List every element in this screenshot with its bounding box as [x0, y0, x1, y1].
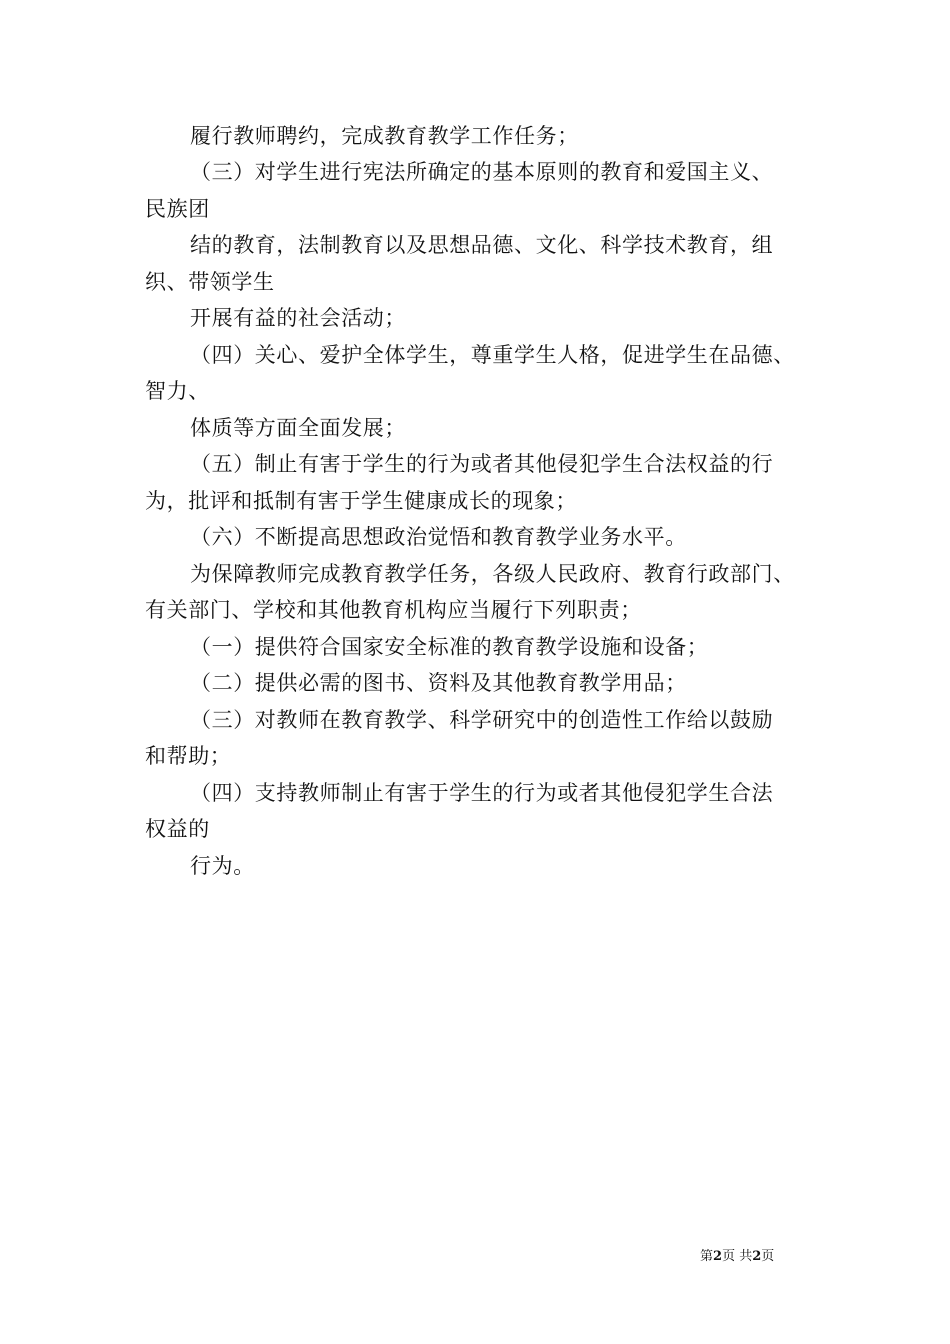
- text-line-3: 民族团: [145, 197, 210, 221]
- text-line-5: 织、带领学生: [145, 270, 275, 294]
- text-line-13: 为保障教师完成教育教学任务，各级人民政府、教育行政部门、: [190, 562, 795, 586]
- text-line-17: （三）对教师在教育教学、科学研究中的创造性工作给以鼓励: [190, 708, 774, 732]
- text-line-7: （四）关心、爱护全体学生，尊重学生人格，促进学生在品德、: [190, 343, 795, 367]
- text-line-12: （六）不断提高思想政治觉悟和教育教学业务水平。: [190, 525, 687, 549]
- text-line-18: 和帮助；: [145, 744, 232, 768]
- text-line-20: 权益的: [145, 817, 210, 841]
- text-line-14: 有关部门、学校和其他教育机构应当履行下列职责；: [145, 598, 642, 622]
- page-number-footer: [700, 1248, 820, 1266]
- current-page-number: 2: [713, 1249, 723, 1264]
- text-line-6: 开展有益的社会活动；: [190, 306, 406, 330]
- text-line-16: （二）提供必需的图书、资料及其他教育教学用品；: [190, 671, 687, 695]
- total-page-number: 2: [752, 1249, 762, 1264]
- text-line-19: （四）支持教师制止有害于学生的行为或者其他侵犯学生合法: [190, 781, 774, 805]
- text-line-15: （一）提供符合国家安全标准的教育教学设施和设备；: [190, 635, 709, 659]
- text-line-8: 智力、: [145, 379, 210, 403]
- text-line-9: 体质等方面全面发展；: [190, 416, 406, 440]
- footer-prefix: 第: [700, 1249, 714, 1264]
- text-line-2: （三）对学生进行宪法所确定的基本原则的教育和爱国主义、: [190, 160, 774, 184]
- text-line-21: 行为。: [190, 854, 255, 878]
- footer-middle: 页 共: [722, 1249, 753, 1264]
- text-line-11: 为，批评和抵制有害于学生健康成长的现象；: [145, 489, 577, 513]
- text-line-4: 结的教育，法制教育以及思想品德、文化、科学技术教育，组: [190, 233, 774, 257]
- text-line-1: 履行教师聘约，完成教育教学工作任务；: [190, 124, 579, 148]
- footer-suffix: 页: [761, 1249, 775, 1264]
- text-line-10: （五）制止有害于学生的行为或者其他侵犯学生合法权益的行: [190, 452, 774, 476]
